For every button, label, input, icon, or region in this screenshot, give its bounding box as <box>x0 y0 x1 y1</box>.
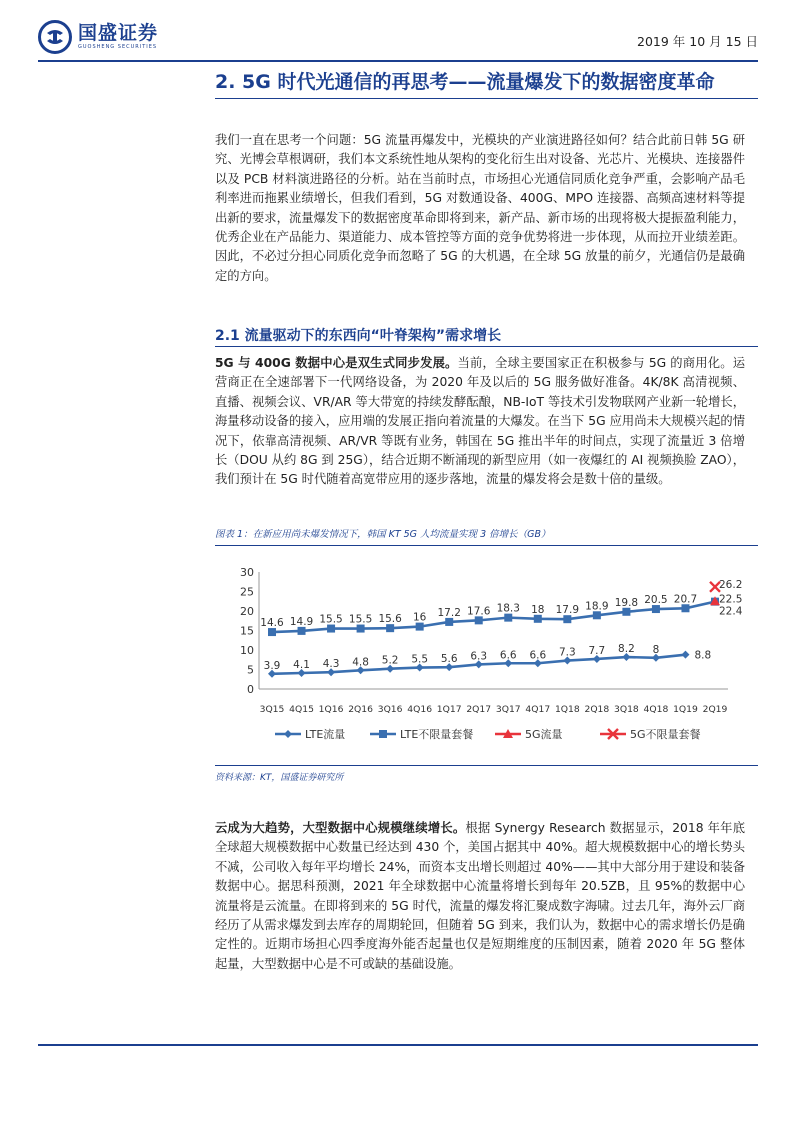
data-point-square <box>386 624 394 632</box>
section-title: 2. 5G 时代光通信的再思考——流量爆发下的数据密度革命 <box>215 71 715 93</box>
data-label: 18 <box>531 603 545 616</box>
data-point-square <box>652 605 660 613</box>
data-label: 22.5 <box>719 593 743 606</box>
data-label: 5.6 <box>440 653 458 666</box>
data-point-square <box>445 618 453 626</box>
data-point-square <box>622 608 630 616</box>
data-label: 15.5 <box>319 613 343 626</box>
figure-title: 图表 1：在新应用尚未爆发情况下，韩国 KT 5G 人均流量实现 3 倍增长（GB） <box>215 529 551 540</box>
data-point-square <box>298 627 306 635</box>
section-title-underline <box>215 98 758 99</box>
data-label: 20.7 <box>673 593 698 606</box>
y-tick-label: 5 <box>247 663 254 677</box>
x-tick-label: 4Q15 <box>289 704 314 715</box>
paragraph-lead: 云成为大趋势，大型数据中心规模继续增长。 <box>215 821 466 835</box>
data-point-diamond <box>284 730 292 738</box>
paragraph-5g-400g <box>215 354 745 490</box>
data-point-square <box>327 625 335 633</box>
data-label: 8.8 <box>694 649 712 662</box>
paragraph-body: 当前，全球主要国家正在积极参与 5G 的商用化。运营商正在全速部署下一代网络设备，为 2020 年及以后的 5G 服务做好准备。4K/8K 高清视频、直播、视频会议、VR/AR 等大带宽的持续发酵酝酿，NB-IoT 等技术引发物联网产业新一轮增长，海量移动设备的接入，应用端的发展正指向着流量的大爆发。在当下 5G 应用尚未大规模兴起的情况下，依靠高清视频、AR/VR 等既有业务，韩国在 5G 推出半年的时间点，实现了流量近 3 倍增长（DOU 从约 8G 到 25G），结合近期不断涌现的新型应用（如一夜爆红的 AI 视频换脸 ZAO），我们预计在 5G 时代随着高宽带应用的逐步落地，流量的爆发将会是数十倍的量级。 <box>215 356 745 487</box>
data-label: 14.9 <box>289 615 314 628</box>
x-tick-label: 1Q18 <box>554 704 580 715</box>
company-logo <box>38 20 158 54</box>
y-tick-label: 10 <box>240 644 254 657</box>
data-label: 17.2 <box>437 606 461 619</box>
x-tick-label: 1Q17 <box>436 704 462 715</box>
legend-label: 5G流量 <box>525 728 563 741</box>
data-point-square <box>563 615 571 623</box>
subsection-title: 2.1 流量驱动下的东西向“叶脊架构”需求增长 <box>215 328 502 344</box>
logo-english-name: GUOSHENG SECURITIES <box>78 44 158 50</box>
data-label: 17.6 <box>467 605 491 618</box>
y-tick-label: 25 <box>240 585 254 599</box>
logo-chinese-name: 国盛证券 <box>78 22 159 44</box>
data-label: 8 <box>652 643 660 656</box>
x-tick-label: 3Q17 <box>495 704 521 715</box>
data-label: 3.9 <box>263 659 281 672</box>
data-point-square <box>357 625 365 633</box>
data-point-square <box>534 615 542 623</box>
data-label: 16 <box>412 611 427 624</box>
data-label: 18.3 <box>496 602 520 615</box>
intro-paragraph: 我们一直在思考一个问题：5G 流量再爆发中，光模块的产业演进路径如何？结合此前日韩 5G 研究、光博会草根调研，我们本文系统性地从架构的变化衍生出对设备、光芯片、光模块、连接器件以及 PCB 材料演进路径的分析。站在当前时点，市场担心光通信同质化竞争严重，会影响产品毛利率进而拖累业绩增长，但我们看到，5G 对数通设备、400G、MPO 连接器、高频高速材料等提出新的要求，流量爆发下的数据密度革命即将到来，新产品、新市场的出现将极大提振盈利能力，优秀企业在产品能力、渠道能力、成本管控等方面的竞争优势将进一步体现，从而拉开业绩差距。因此，不必过分担心同质化竞争而忽略了 5G 的大机遇，在全球 5G 放量的前夕，光通信仍是最确定的方向。 <box>215 133 745 283</box>
x-tick-label: 3Q18 <box>614 704 639 715</box>
x-tick-label: 2Q17 <box>466 704 492 715</box>
data-label: 6.6 <box>529 649 547 662</box>
data-label: 7.7 <box>588 644 606 657</box>
page-header <box>38 20 758 60</box>
data-point-square <box>416 623 424 631</box>
data-label: 19.8 <box>614 596 639 609</box>
x-tick-label: 2Q18 <box>584 704 610 715</box>
x-tick-label: 1Q19 <box>673 704 698 715</box>
header-divider <box>38 60 758 62</box>
y-tick-label: 15 <box>240 624 254 638</box>
data-label: 6.3 <box>470 650 488 663</box>
x-tick-label: 4Q17 <box>525 704 551 715</box>
paragraph-lead: 5G 与 400G 数据中心是双生式同步发展。 <box>215 356 458 370</box>
data-label: 4.3 <box>322 658 340 671</box>
data-point-square <box>681 604 689 612</box>
paragraph-body: 根据 Synergy Research 数据显示，2018 年年底全球超大规模数据中心数量已经达到 430 个，美国占据其中 40%。超大规模数据中心的增长势头不减，公司收入每年平均增长 24%，而资本支出增长则超过 40%——其中大部分用于建设和装备数据中心。据思科预测，2021 年全球数据中心流量将增长到每年 20.5ZB，且 95%的数据中心流量将是云流量。在即将到来的 5G 时代，流量的爆发将汇聚成数字海啸。过去几年，海外云厂商经历了从需求爆发到去库存的周期轮回，但随着 5G 到来，我们认为，数据中心的需求增长仍是确定性的。近期市场担心四季度海外能否起量也仅是短期维度的压制因素，随着 2020 年 5G 整体起量，大型数据中心是不可或缺的基础设施。 <box>215 821 745 971</box>
data-label: 20.5 <box>644 594 668 607</box>
legend-label: 5G不限量套餐 <box>630 728 701 741</box>
y-tick-label: 30 <box>240 566 254 579</box>
figure-top-rule <box>215 545 758 546</box>
x-tick-label: 2Q19 <box>702 704 728 715</box>
figure-bottom-rule <box>215 765 758 766</box>
data-label: 15.6 <box>378 613 402 626</box>
y-tick-label: 20 <box>240 605 254 618</box>
data-point-square <box>379 730 387 738</box>
data-label: 8.2 <box>618 643 635 656</box>
data-label: 26.2 <box>719 578 743 591</box>
x-tick-label: 3Q15 <box>259 704 285 715</box>
data-label: 5.5 <box>411 653 429 666</box>
data-point-square <box>593 611 601 619</box>
data-label: 5.2 <box>381 654 399 667</box>
x-tick-label: 1Q16 <box>318 704 344 715</box>
subsection-title-underline <box>215 346 758 347</box>
data-label: 4.1 <box>293 659 310 672</box>
data-label: 15.5 <box>348 613 373 626</box>
traffic-line-chart <box>215 548 758 763</box>
data-label: 4.8 <box>352 656 369 669</box>
x-tick-label: 4Q16 <box>407 704 433 715</box>
x-tick-label: 4Q18 <box>643 704 669 715</box>
data-point-square <box>504 614 512 622</box>
data-label: 18.9 <box>585 600 609 613</box>
footer-divider <box>38 1044 758 1046</box>
x-tick-label: 3Q16 <box>377 704 403 715</box>
legend-label: LTE流量 <box>305 728 346 741</box>
data-label: 14.6 <box>260 617 284 630</box>
data-point-square <box>475 616 483 624</box>
data-point-diamond <box>681 651 689 659</box>
figure-source: 资料来源：KT，国盛证券研究所 <box>215 773 344 783</box>
data-label: 17.9 <box>555 604 580 617</box>
legend-label: LTE不限量套餐 <box>400 728 474 741</box>
data-label: 7.3 <box>558 646 576 659</box>
x-tick-label: 2Q16 <box>348 704 373 715</box>
data-label: 22.4 <box>719 605 743 618</box>
paragraph-cloud-trend <box>215 819 745 974</box>
logo-icon <box>38 20 72 54</box>
data-point-square <box>268 628 276 636</box>
y-tick-label: 0 <box>247 683 254 696</box>
report-date: 2019 年 10 月 15 日 <box>637 34 758 49</box>
data-label: 6.6 <box>499 649 517 662</box>
